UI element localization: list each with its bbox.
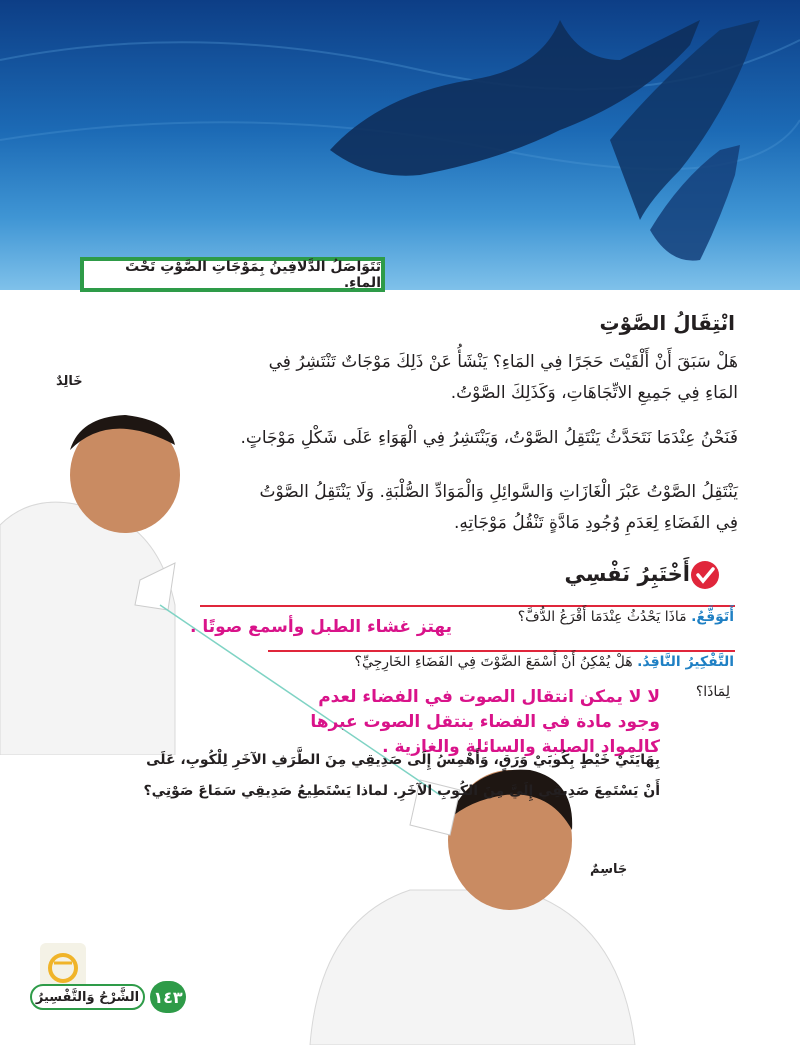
question-predict [518,609,734,625]
footer-section-title: الشَّرْحُ وَالتَّفْسِيرُ [30,984,145,1010]
lesson-paragraph: هَلْ سَبَقَ أَنْ أَلْقَيْتَ حَجَرًا فِي المَاءِ؟ يَنْشَأُ عَنْ ذَلِكَ مَوْجَاتٌ تَنْتَشِرُ فِي المَاءِ فِي جَمِيعِ الاتِّجَاهَاتِ، وَكَذَلِكَ الصَّوْتُ. [268,352,738,403]
lesson-paragraph: يَنْتَقِلُ الصَّوْتُ عَبْرَ الْغَازَاتِ وَالسَّوائِلِ وَالْمَوَادِّ الصُّلْبَةِ. وَلَا يَنْتَقِلُ الصَّوْتُ فِي الفَضَاءِ لِعَدَمِ وُجُودِ مَادَّةٍ تَنْقُلُ مَوْجَاتِهِ. [259,482,738,533]
question-why: لِمَاذَا؟ [695,684,730,700]
divider [200,605,735,607]
activity-text: بِهَايَتَيْ خَيْطٍ بِكُوبَيْ وَرَقٍ، وَأَهْمِسُ إِلَى صَدِيقِي مِنَ الطَّرَفِ الآخَرِ لِلْكُوبِ، عَلَى أَنْ يَسْتَمِعَ صَدِيقِي إِلَيَّ مِنَ الكُوبِ الآخَرِ. لماذا يَسْتَطِيعُ صَدِيقِي سَمَاعَ صَوْتِي؟ [143,752,660,799]
question-text: هَلْ يُمْكِنُ أَنْ أَسْمَعَ الصَّوْتَ فِي الفَضَاءِ الخَارِجِيِّ؟ [354,654,633,670]
answer-predict: يهتز غشاء الطبل وأسمع صوتًا . [190,617,453,637]
publisher-logo-icon [40,943,86,989]
checkmark-icon [690,560,720,590]
question-label: التَّفْكِيرُ النَّاقِدُ. [637,654,734,670]
question-critical-thinking [355,654,734,670]
page-number: ١٤٣ [150,981,186,1013]
dolphin-photo [0,0,800,290]
photo-caption: تَتَوَاصَلُ الدَّلافِينُ بِمَوْجَاتِ الصَّوْتِ تَحْتَ الماءِ. [80,257,385,292]
lesson-paragraph: فَنَحْنُ عِنْدَمَا نَتَحَدَّثُ يَنْتَقِلُ الصَّوْتُ، وَيَنْتَشِرُ فِي الْهَوَاءِ عَلَى شَكْلِ مَوْجَاتٍ. [240,428,738,448]
lesson-heading: انْتِقَالُ الصَّوْتِ [599,311,735,335]
self-test-title: أَخْتَبِرُ نَفْسِي [564,562,690,586]
divider [268,650,735,652]
question-label: أَتَوَقَّعُ. [691,609,734,625]
character-name-jasem: جَاسِمٌ [590,862,628,877]
character-name-khaled: خَالِدٌ [56,374,83,389]
answer-critical-thinking: لا لا يمكن انتقال الصوت في الفضاء لعدم وجود مادة في الفضاء ينتقل الصوت عبرها كالمواد الصلبة والسائلة والغازية . [310,687,660,757]
question-text: مَاذَا يَحْدُثُ عِنْدَمَا أَقْرَعُ الدُّفَّ؟ [517,609,687,625]
